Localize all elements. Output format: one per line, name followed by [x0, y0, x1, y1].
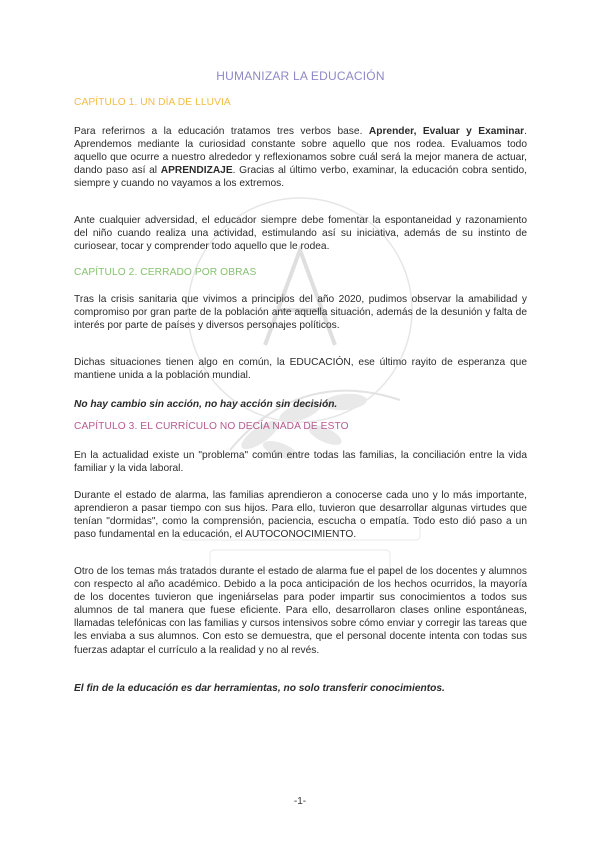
- chapter-2-paragraph-2: Dichas situaciones tienen algo en común, la EDUCACIÓN, ese último rayito de esperanza que mantiene unida a la población mundial.: [74, 357, 527, 382]
- chapter-1-paragraph-1: [74, 125, 527, 190]
- chapter-3-quote: El fin de la educación es dar herramientas, no solo transferir conocimientos.: [74, 683, 445, 694]
- chapter-1-heading: CAPÍTULO 1. UN DÍA DE LLUVIA: [74, 97, 231, 108]
- paragraph-text: . Aprendemos mediante la curiosidad constante sobre aquello que nos rodea. Evaluamos todo aquello que ocurre a nuestro alrededor y reflexionamos sobre cuál será la mejor manera de actuar, dando paso así al: [74, 126, 527, 177]
- document-title: HUMANIZAR LA EDUCACIÓN: [216, 69, 385, 83]
- paragraph-text: . Gracias al último verbo, examinar, la educación cobra sentido, siempre y cuando no vayamos a los extremos.: [74, 165, 528, 190]
- paragraph-emphasis: Aprender, Evaluar y Examinar: [368, 126, 525, 137]
- chapter-2-paragraph-1: Tras la crisis sanitaria que vivimos a principios del año 2020, pudimos observar la amabilidad y compromiso por gran parte de la población ante aquella situación, además de la desunión y falta de interés por parte de países y diversos personajes políticos.: [74, 294, 527, 332]
- chapter-2-quote: No hay cambio sin acción, no hay acción sin decisión.: [74, 399, 338, 410]
- chapter-3-paragraph-2: Durante el estado de alarma, las familias aprendieron a conocerse cada uno y lo más importante, aprendieron a pasar tiempo con sus hijos. Para ello, tuvieron que desarrollar algunas virtudes que tenían "dormidas", como la comprensión, paciencia, escucha o empatía. Todo esto dió paso a un paso fundamental en la educación, el AUTOCONOCIMIENTO.: [74, 490, 527, 541]
- chapter-3-heading: CAPÍTULO 3. EL CURRÍCULO NO DECÍA NADA DE ESTO: [74, 421, 349, 432]
- chapter-3-paragraph-3: Otro de los temas más tratados durante el estado de alarma fue el papel de los docentes y alumnos con respecto al año académico. Debido a la poca anticipación de los hechos ocurridos, la mayoría de los docentes tuvieron que ingeniárselas para poder impartir sus conocimientos a todos sus alumnos de tal manera que fuese eficiente. Para ello, desarrollaron clases online espontáneas, llamadas telefónicas con las familias y cursos intensivos sobre cómo enviar y corregir las tareas que les enviaba a sus alumnos. Con esto se demuestra, que el personal docente intenta con todas sus fuerzas adaptar el currículo a la realidad y no al revés.: [74, 566, 527, 656]
- chapter-1-paragraph-2: Ante cualquier adversidad, el educador siempre debe fomentar la espontaneidad y razonamiento del niño cuando realiza una actividad, estimulando así su iniciativa, además de su instinto de curiosear, tocar y comprender todo aquello que le rodea.: [74, 215, 527, 253]
- paragraph-emphasis: APRENDIZAJE: [160, 165, 233, 177]
- paragraph-text: Para referirnos a la educación tratamos tres verbos base.: [74, 126, 369, 137]
- chapter-2-heading: CAPÍTULO 2. CERRADO POR OBRAS: [74, 267, 257, 278]
- chapter-3-paragraph-1: En la actualidad existe un "problema" común entre todas las familias, la conciliación entre la vida familiar y la vida laboral.: [74, 450, 527, 475]
- page-number: -1-: [293, 796, 307, 807]
